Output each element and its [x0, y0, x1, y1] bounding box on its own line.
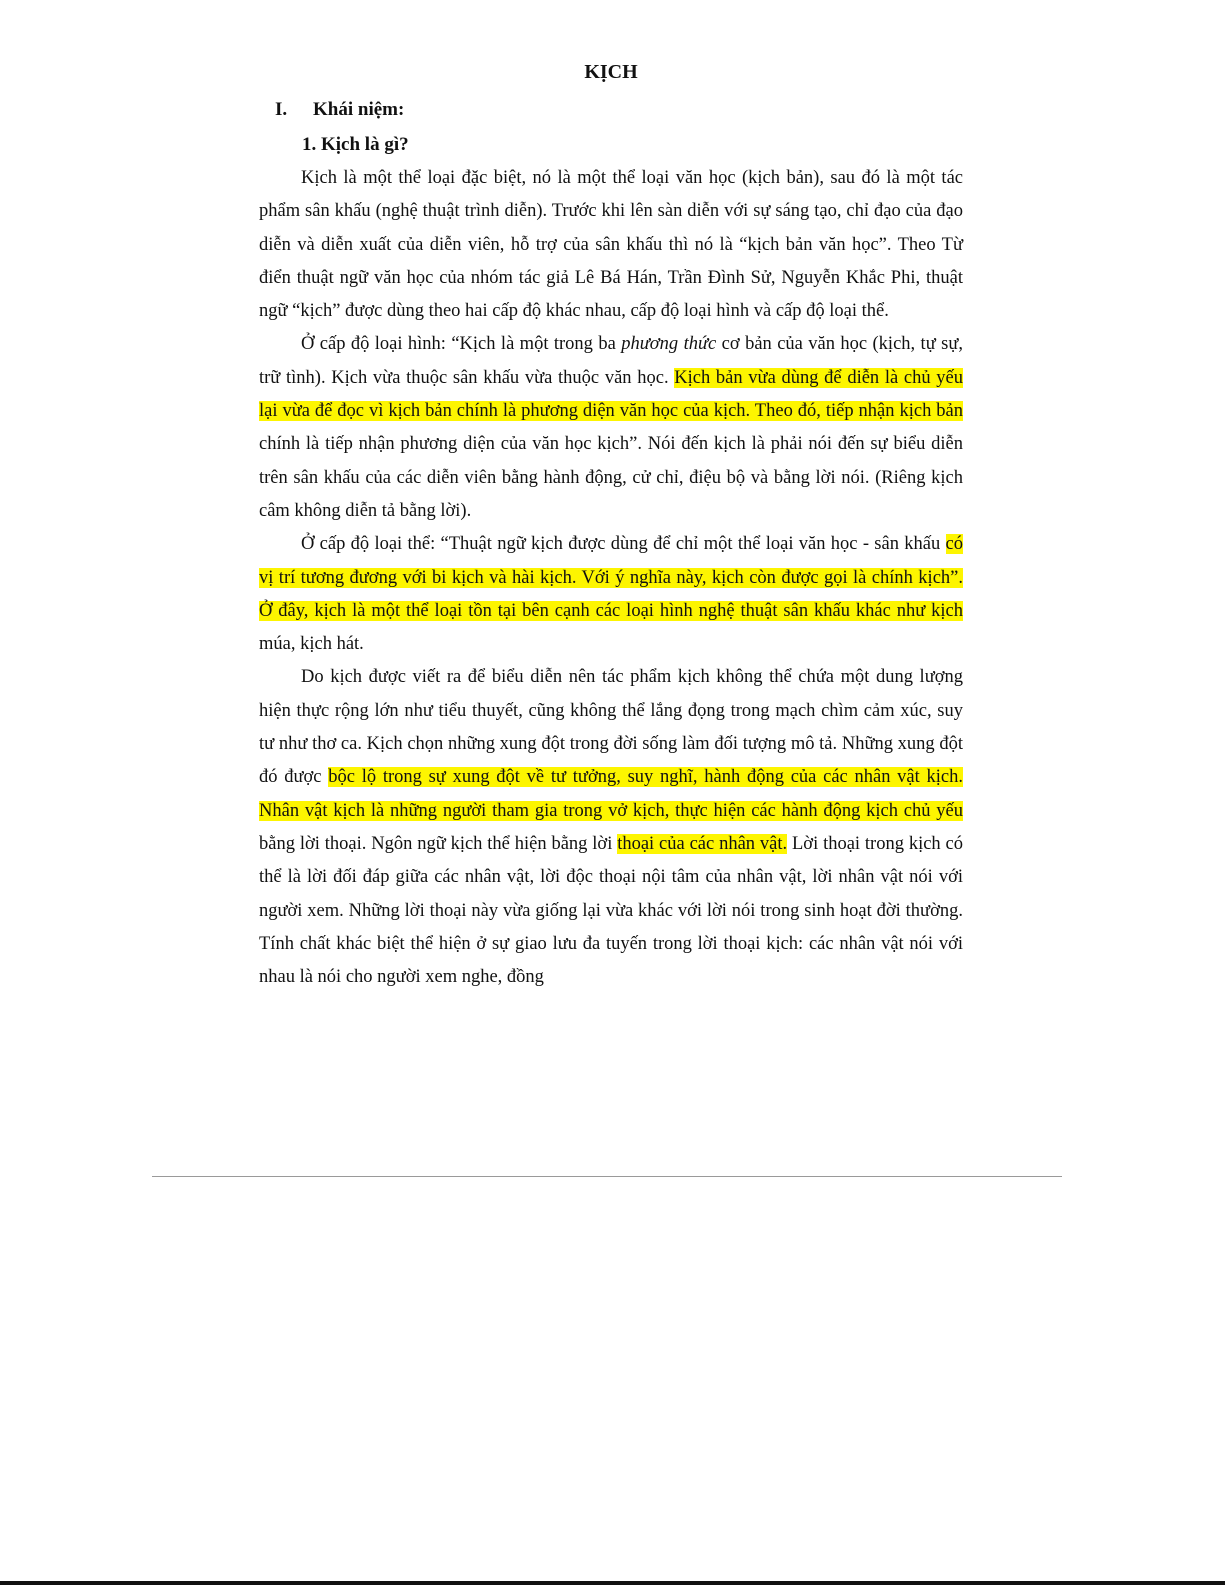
section-heading — [275, 92, 979, 128]
highlighted-text: Kịch bản vừa dùng để diễn là chủ yếu lại vừa để đọc vì kịch bản chính là phương diện văn học của kịch. Theo đó, tiếp nhận kịch bản — [259, 367, 964, 422]
document-page — [259, 44, 963, 994]
page-bottom-edge — [0, 1581, 1225, 1585]
paragraph-3-text-b: múa, kịch hát. — [259, 634, 364, 655]
page-title: KỊCH — [584, 61, 638, 83]
paragraph-2-italic: phương thức — [621, 334, 717, 355]
highlighted-text: bộc lộ trong sự xung đột về tư tưởng, suy nghĩ, hành động của các nhân vật kịch. Nhân vật kịch là những người tham gia trong vở kịch, thực hiện các hành động kịch chủ yếu — [259, 767, 963, 821]
paragraph-4 — [259, 661, 963, 994]
paragraph-2-text-a: Ở cấp độ loại hình: “Kịch là một trong ba — [301, 334, 622, 355]
subsection-number: 1. — [302, 134, 317, 155]
paragraph-3-text-a: Ở cấp độ loại thể: “Thuật ngữ kịch được dùng để chỉ một thể loại văn học - sân khấu — [301, 534, 946, 555]
paragraph-3 — [259, 528, 963, 661]
subsection-heading — [302, 128, 1006, 162]
paragraph-4-text-c: Lời thoại trong kịch có thể là lời đối đáp giữa các nhân vật, lời độc thoại nội tâm của nhân vật, lời nhân vật nói với người xem. Những lời thoại này vừa giống lại vừa khác với lời nói trong sinh hoạt đời thường. Tính chất khác biệt thể hiện ở sự giao lưu đa tuyến trong lời thoại kịch: các nhân vật nói với nhau là nói cho người xem nghe, đồng — [259, 833, 963, 988]
paragraph-1: Kịch là một thể loại đặc biệt, nó là một thể loại văn học (kịch bản), sau đó là một tác phẩm sân khấu (nghệ thuật trình diễn). Trước khi lên sàn diễn với sự sáng tạo, chỉ đạo của đạo diễn và diễn xuất của diễn viên, hỗ trợ của sân khấu thì nó là “kịch bản văn học”. Theo Từ điển thuật ngữ văn học của nhóm tác giả Lê Bá Hán, Trần Đình Sử, Nguyễn Khắc Phi, thuật ngữ “kịch” được dùng theo hai cấp độ khác nhau, cấp độ loại hình và cấp độ loại thể. — [259, 168, 963, 322]
footnote-separator — [152, 1176, 1062, 1177]
highlighted-text: thoại của các nhân vật. — [617, 833, 788, 854]
paragraph-2-text-b: cơ bản của văn học (kịch, tự sự, trữ tình). Kịch vừa thuộc sân khấu vừa thuộc văn học. — [259, 334, 963, 388]
highlighted-text: có vị trí tương đương với bi kịch và hài kịch. Với ý nghĩa này, kịch còn được gọi là chính kịch”. Ở đây, kịch là một thể loại tồn tại bên cạnh các loại hình nghệ thuật sân khấu khác như kịch — [259, 534, 963, 621]
paragraph-2 — [259, 328, 963, 528]
paragraph-4-text-b: bằng lời thoại. Ngôn ngữ kịch thể hiện bằng lời — [259, 833, 618, 854]
subsection-label: Kịch là gì? — [321, 134, 409, 155]
section-number: I. — [275, 99, 288, 120]
section-label: Khái niệm: — [313, 99, 405, 120]
paragraph-2-text-c: chính là tiếp nhận phương diện của văn học kịch”. Nói đến kịch là phải nói đến sự biểu diễn trên sân khấu của các diễn viên bằng hành động, cử chỉ, điệu bộ và bằng lời nói. (Riêng kịch câm không diễn tả bằng lời). — [259, 434, 963, 521]
paragraph-4-text-a: Do kịch được viết ra để biểu diễn nên tác phẩm kịch không thể chứa một dung lượng hiện thực rộng lớn như tiểu thuyết, cũng không thể lắng đọng trong mạch chìm cảm xúc, suy tư như thơ ca. Kịch chọn những xung đột trong đời sống làm đối tượng mô tả. Những xung đột đó được — [259, 667, 963, 788]
